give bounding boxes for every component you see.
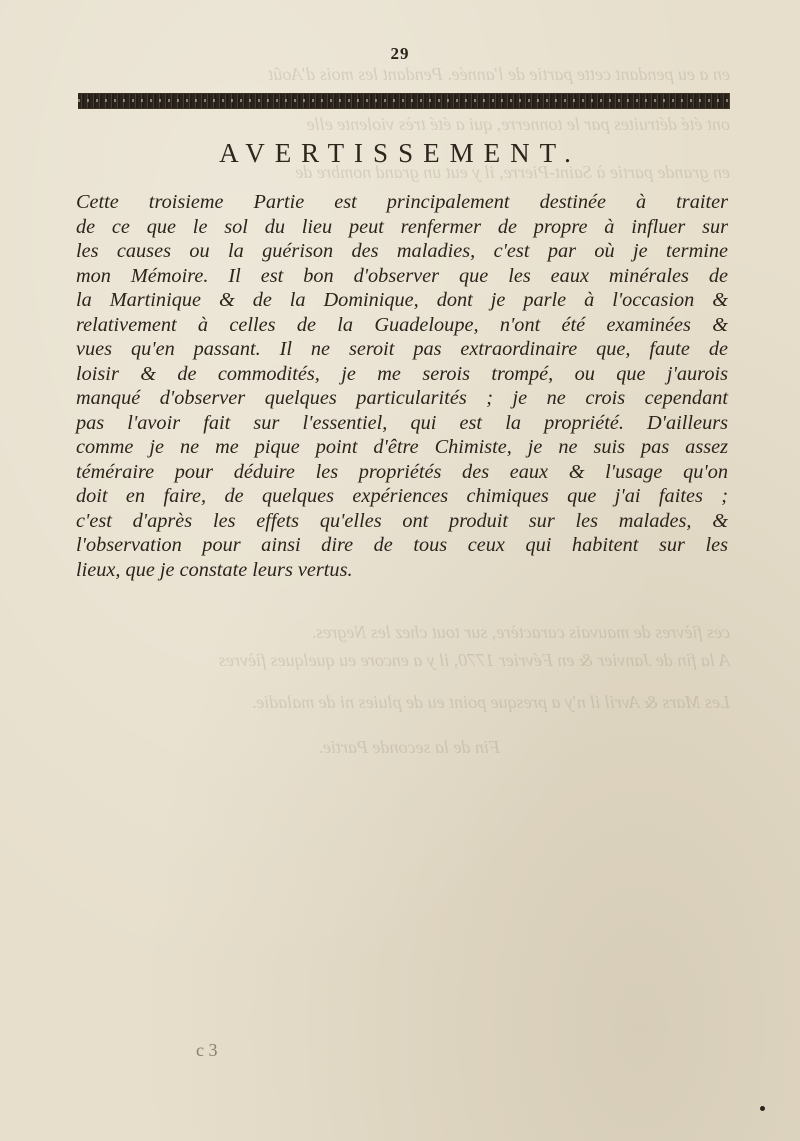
paragraph-line: de ce que le sol du lieu peut renfermer de propre à influer sur bbox=[76, 215, 728, 238]
bleed-through-line: en a eu pendant cette partie de l'année. Pendant les mois d'Août bbox=[268, 64, 730, 84]
paragraph-line: l'observation pour ainsi dire de tous ceux qui habitent sur les bbox=[76, 534, 728, 556]
bleed-through-line: Les Mars & Avril il n'y a presque point eu de pluies ni de maladie. bbox=[251, 692, 730, 712]
paragraph-line: mon Mémoire. Il est bon d'observer que les eaux minérales de bbox=[76, 264, 728, 287]
bleed-through-line: en grande partie à Saint-Pierre, il y eut un grand nombre de bbox=[295, 162, 730, 182]
signature-mark: c 3 bbox=[196, 1040, 218, 1060]
paragraph-line: relativement à celles de la Guadeloupe, n'ont été examinées & bbox=[76, 313, 728, 336]
ink-dot bbox=[760, 1106, 765, 1111]
paragraph-line: vues qu'en passant. Il ne seroit pas extraordinaire que, faute de bbox=[76, 338, 728, 360]
bleed-through-line: Fin de la seconde Partie. bbox=[318, 737, 500, 757]
bleed-through-line: A la fin de Janvier & en Février 1770, il y a encore eu quelques fièvres bbox=[218, 650, 730, 670]
paragraph-line: la Martinique & de la Dominique, dont je parle à l'occasion & bbox=[76, 289, 728, 311]
bleed-through-line: ces fièvres de mauvais caractère, sur tout chez les Negres. bbox=[311, 622, 730, 642]
paragraph-line: manqué d'observer quelques particularités ; je ne crois cependant bbox=[76, 387, 728, 409]
paragraph-line: doit en faire, de quelques expériences chimiques que j'ai faites ; bbox=[76, 485, 728, 507]
paragraph-line: Cette troisieme Partie est principalement destinée à traiter bbox=[76, 191, 728, 213]
paragraph-line: téméraire pour déduire les propriétés des eaux & l'usage qu'on bbox=[76, 460, 728, 483]
ornamental-rule bbox=[78, 93, 730, 109]
paragraph bbox=[76, 190, 728, 582]
paragraph-line: lieux, que je constate leurs vertus. bbox=[76, 558, 353, 581]
paragraph-line: comme je ne me pique point d'être Chimiste, je ne suis pas assez bbox=[76, 436, 728, 458]
section-heading: AVERTISSEMENT. bbox=[219, 138, 581, 168]
page-number: 29 bbox=[390, 44, 410, 63]
paragraph-line: les causes ou la guérison des maladies, c'est par où je termine bbox=[76, 240, 728, 262]
paragraph-line: pas l'avoir fait sur l'essentiel, qui est la propriété. D'ailleurs bbox=[76, 411, 728, 434]
bleed-through-line: ont été détruites par le tonnerre, qui a été très violente elle bbox=[306, 114, 730, 134]
paragraph-line: c'est d'après les effets qu'elles ont produit sur les malades, & bbox=[76, 509, 728, 532]
paragraph-line: loisir & de commodités, je me serois trompé, ou que j'aurois bbox=[76, 362, 728, 385]
